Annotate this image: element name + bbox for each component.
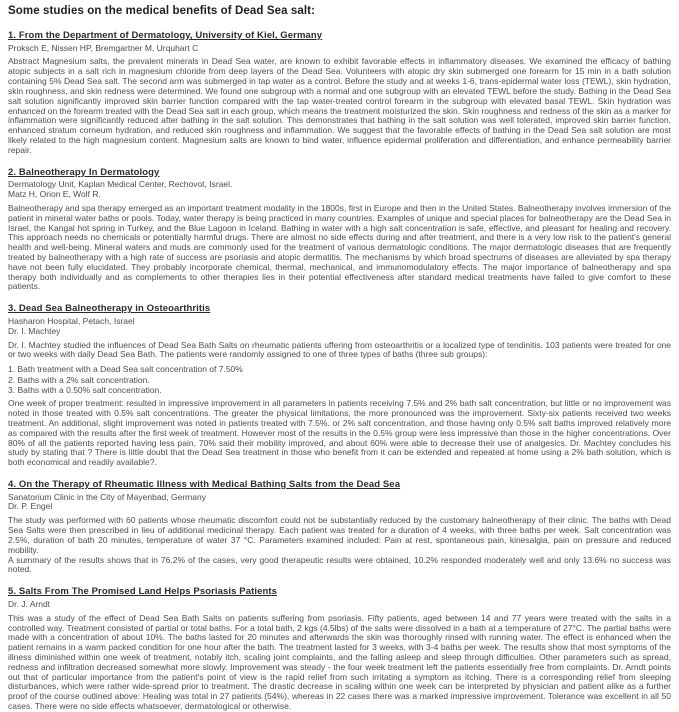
bath-list-item: 1. Bath treatment with a Dead Sea salt concentration of 7.50% bbox=[8, 364, 243, 375]
affiliation-line: Dermatology Unit, Kaplan Medical Center, Rechovot, Israel. bbox=[8, 179, 233, 190]
section-rheumatic-illness bbox=[8, 479, 671, 575]
page-title: Some studies on the medical benefits of Dead Sea salt: bbox=[8, 5, 316, 17]
section-heading: 3. Dead Sea Balneotherapy in Osteoarthritis bbox=[8, 303, 211, 315]
authors-line: Dr. P. Engel bbox=[8, 501, 53, 512]
section-heading: 2. Balneotherapy In Dermatology bbox=[8, 166, 160, 178]
section-dermatology-kiel bbox=[8, 30, 671, 156]
bath-type-list bbox=[8, 364, 671, 395]
results-paragraph: One week of proper treatment: resulted in impressive improvement in all parameters in patients receiving 7.5% and 2% bath salt concentration, but little or no improvement was noted in those treated with 0.5% salt concentrations. The greater the physical limitations, the more pronounced was the improvement. Sixty-six patients received two weeks treatment. An additional, slight improvement was noted in patients treated with 7.5%. or 2% salt concentration, and those having only 0.5% salt baths improved relatively more as compared with the results after the first week of treatment. However most of the results in the 0.5% group were less impressive than those in the higher concentrations. Over 80% of all the patients reported having less pain, 70% said their mobility improved, and about 60% were able to decrease their use of analgesics. Dr. Machtey concludes his study by stating that ? There is little doubt that the Dead Sea treatment in those who benefit from it can be extended and repeated at home using a 2% bath solution, which is both economical and readily available?. bbox=[8, 398, 671, 468]
section-heading: 5. Salts From The Promised Land Helps Psoriasis Patients bbox=[8, 586, 278, 598]
section-heading: 4. On the Therapy of Rheumatic Illness with Medical Bathing Salts from the Dead Sea bbox=[8, 479, 401, 491]
authors-line: Matz H, Orion E, Wolf R. bbox=[8, 189, 101, 199]
section-osteoarthritis bbox=[8, 303, 671, 468]
summary-paragraph: A summary of the results shows that in 76.2% of the cases, very good therapeutic results were obtained, 10.2% responded moderately well and only 13.6% no success was noted. bbox=[8, 554, 671, 575]
affiliation-line: Hasharon Hospital, Petach, Israel bbox=[8, 315, 135, 326]
authors-line: Dr. J. Arndt bbox=[8, 598, 51, 609]
section-balneotherapy-dermatology bbox=[8, 167, 671, 293]
body-paragraph: The study was performed with 60 patients whose rheumatic discomfort could not be substantially reduced by the customary balneotherapy of their clinic. The baths with Dead Sea Salts were then prescribed in lieu of additional medicinal therapy. Each patient was treated for a duration of 4 weeks, with three baths per week. Salt concentration was 2.5%, duration of bath 20 minutes, temperature of water 37 °C. Parameters examined included: Pain at rest, spontaneous pain, kinesalgia, pain on pressure and reduced mobility. bbox=[8, 515, 671, 555]
bath-list-item: 3. Baths with a 0.50% salt concentration. bbox=[8, 384, 162, 395]
abstract-paragraph: Abstract Magnesium salts, the prevalent minerals in Dead Sea water, are known to exhibit favorable effects in inflammatory diseases. We examined the efficacy of bathing atopic subjects in a salt rich in magnesium chloride from deep layers of the Dead Sea. Volunteers with atopic dry skin submerged one forearm for 15 min in a bath solution containing 5% Dead Sea salt. The second arm was submerged in tap water as a control. Before the study and at weeks 1-6, trans-epidermal water loss (TEWL), skin hydration, skin roughness, and skin redness were determined. We found one subgroup with a normal and one subgroup with an elevated TEWL before the study. Bathing in the Dead Sea salt solution significantly improved skin barrier function compared with the tap water-treated control forearm in the subgroup with elevated basal TEWL. Skin hydration was enhanced on the forearm treated with the Dead Sea salt in each group, which means the treatment moisturized the skin. Skin roughness and redness of the skin as a marker for inflammation were significantly reduced after bathing in the salt solution. This demonstrates that bathing in the salt solution was well tolerated, improved skin barrier function, enhanced stratum corneum hydration, and reduced skin roughness and inflammation. We suggest that the favorable effects of bathing in the Dead Sea salt solution are most likely related to the high magnesium content. Magnesium salts are known to bind water, influence epidermal proliferation and differentiation, and enhance permeability barrier repair. bbox=[8, 56, 671, 155]
body-paragraph: This was a study of the effect of Dead Sea Bath Salts on patients suffering from psoriasis. Fifty patients, aged between 14 and 77 years were treated with the salts in a controlled way. Treatment consisted of partial or total baths. For a total bath, 2 kgs (4.5lbs) of the salts were dissolved in a bath at a temperature of 27°C. The partial baths were made with a concentration of about 10%. The baths lasted for 20 minutes and afterwards the skin was thoroughly rinsed with running water. The effect is enhanced when the patient remains in a warm packed condition for one hour after the bath. The treatment lasted for 3 weeks, with 3-4 baths per week. The results show that most symptoms of the illness diminished within one week of treatment, notably itch, scaling joint complaints, and the falling asleep and sleep through difficulties. Other parameters such as spread, redness and infiltration decreased somewhat more slowly. Improvement was steady - the four week treatment left the patients essentially free from complaints. Dr. Arndt points out that of particular importance from the patient's point of view is the rapid relief from such irritating a symptom as itching. There is a corresponding relief from sleeping disturbances, which were rather wide-spread prior to treatment. The drastic decrease in scaling within one week can be interpreted by physician and patient alike as a further proof of the course outlined above: Healing was total in 27 patients (54%), whereas in 22 cases there was a marked impressive improvement. Tolerance was excellent in all 50 cases. There were no side effects whatsoever, dermatological or otherwise. bbox=[8, 612, 671, 712]
bath-list-item: 2. Baths with a 2% salt concentration. bbox=[8, 374, 150, 385]
body-paragraph: Balneotherapy and spa therapy emerged as an important treatment modality in the 1800s, first in Europe and then in the United States. Balneotherapy involves immersion of the patient in mineral water baths or pools. Today, water therapy is being practiced in many countries. Examples of unique and special places for balneotherapy are the Dead Sea in Israel, the Kangal hot spring in Turkey, and the Blue Lagoon in Iceland. Bathing in water with a high salt concentration is safe, effective, and pleasant for healing and recovery. This approach needs no chemicals or potentially harmful drugs. There are almost no side effects during and after treatment, and there is a very low risk to the patient's general health and well-being. Mineral waters and muds are commonly used for the treatment of various dermatologic conditions. The major dermatologic diseases that are frequently treated by balneotherapy with a high rate of success are psoriasis and atopic dermatitis. The mechanisms by which broad spectrums of diseases are alleviated by spa therapy have not been fully elucidated. They probably incorporate chemical, thermal, mechanical, and immunomodulatory effects. The major importance of balneotherapy and spa therapy both individually and as complements to other therapies lies in their potential effectiveness after standard medical treatments have failed to give comfort to these patients. bbox=[8, 202, 671, 292]
body-paragraph: Dr. I. Machtey studied the influences of Dead Sea Bath Salts on rheumatic patients uffering from osteoarthritis or a localized type of tendinitis. 103 patients were treated for one or two weeks with daily Dead Sea Bath. The patients were randomly assigned to one of three types of baths (three sub groups): bbox=[8, 339, 671, 360]
authors-line: Proksch E, Nissen HP, Bremgartner M, Urquhart C bbox=[8, 42, 199, 53]
authors-line: Dr. I. Machtey bbox=[8, 325, 61, 336]
affiliation-line: Sanatorium Clinic in the City of Mayenbad, Germany bbox=[8, 491, 206, 502]
section-psoriasis bbox=[8, 586, 671, 712]
section-heading: 1. From the Department of Dermatology, University of Kiel, Germany bbox=[8, 30, 323, 41]
